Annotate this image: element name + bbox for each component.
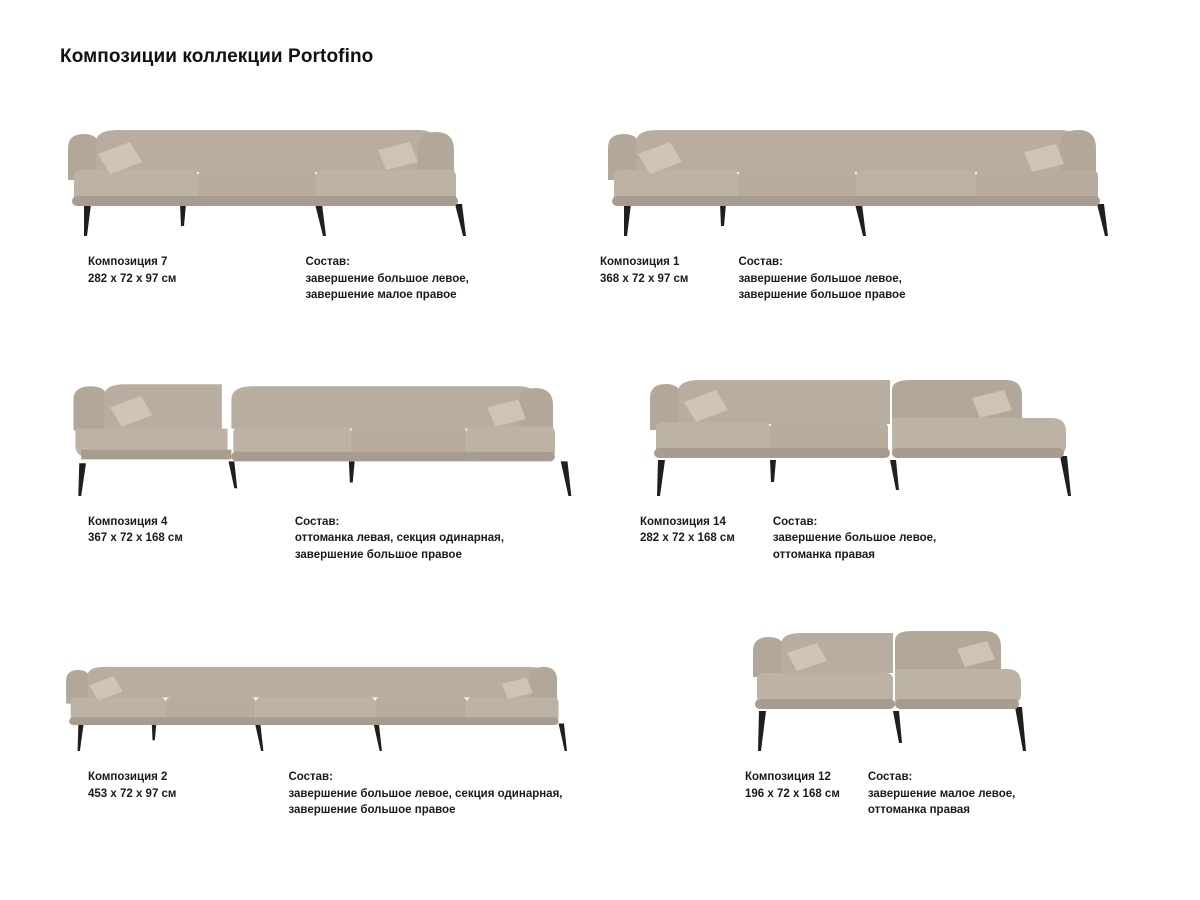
sofa-illustration-1 [600, 96, 1160, 236]
parts-line-1: завершение большое левое, [772, 532, 937, 544]
composition-dimensions: 453 x 72 x 97 см [88, 787, 177, 800]
parts-label: Состав: [294, 515, 340, 528]
composition-parts-block-2 [288, 769, 562, 819]
sofa-illustration-12 [745, 611, 1065, 751]
parts-label: Состав: [772, 515, 818, 528]
composition-dimensions: 282 x 72 x 97 см [88, 272, 177, 285]
parts-line-2: завершение большое правое [738, 289, 906, 301]
sofa-illustration-4 [60, 356, 580, 496]
composition-card-2[interactable] [0, 611, 600, 819]
composition-name: Композиция 12 [745, 771, 831, 783]
composition-caption-4 [88, 514, 580, 564]
composition-name: Композиция 1 [600, 256, 680, 268]
composition-caption-7 [88, 254, 580, 304]
composition-card-12[interactable] [600, 611, 1200, 819]
composition-card-1[interactable] [600, 96, 1200, 304]
composition-name-block-12 [745, 769, 840, 819]
composition-caption-2 [88, 769, 580, 819]
composition-card-7[interactable] [0, 96, 600, 304]
composition-name-block-1 [600, 254, 688, 304]
composition-card-14[interactable] [600, 356, 1200, 564]
parts-label: Состав: [305, 256, 350, 268]
composition-card-4[interactable] [0, 356, 600, 564]
composition-name: Композиция 7 [88, 256, 168, 268]
parts-label: Состав: [867, 771, 913, 783]
composition-dimensions: 368 x 72 x 97 см [600, 272, 689, 285]
composition-name-block-2 [88, 769, 176, 819]
composition-dimensions: 196 x 72 x 168 см [745, 787, 840, 800]
composition-dimensions: 282 x 72 x 168 см [640, 532, 735, 544]
composition-row-2 [0, 356, 1200, 564]
parts-label: Состав: [288, 771, 333, 783]
composition-caption-14 [640, 514, 1160, 564]
composition-name: Композиция 14 [640, 515, 726, 528]
parts-line-2: завершение большое правое [288, 804, 456, 816]
composition-parts-block-14 [773, 514, 936, 564]
sofa-illustration-7 [60, 96, 580, 236]
composition-row-3 [0, 611, 1200, 819]
parts-line-1: завершение большое левое, секция одинарная, [288, 787, 563, 800]
composition-row-1 [0, 96, 1200, 304]
composition-parts-block-12 [868, 769, 1016, 819]
parts-line-1: завершение большое левое, [305, 272, 469, 285]
compositions-grid [0, 96, 1200, 819]
parts-line-1: завершение большое левое, [738, 272, 902, 285]
parts-line-1: оттоманка левая, секция одинарная, [294, 532, 505, 544]
composition-parts-block-1 [738, 254, 905, 304]
composition-name: Композиция 4 [88, 515, 168, 528]
sofa-illustration-2 [60, 611, 580, 751]
composition-name-block-4 [88, 514, 183, 564]
parts-line-2: оттоманка правая [867, 804, 971, 816]
composition-parts-block-4 [295, 514, 504, 564]
parts-line-2: завершение малое правое [305, 289, 457, 301]
composition-name-block-7 [88, 254, 176, 304]
composition-name-block-14 [640, 514, 735, 564]
parts-line-2: оттоманка правая [772, 548, 876, 561]
sofa-illustration-14 [640, 356, 1160, 496]
composition-caption-1 [600, 254, 1160, 304]
composition-dimensions: 367 x 72 x 168 см [88, 532, 183, 544]
composition-name: Композиция 2 [88, 771, 168, 783]
page-title: Композиции коллекции Portofino [60, 46, 374, 67]
parts-line-2: завершение большое правое [294, 548, 462, 561]
parts-line-1: завершение малое левое, [867, 787, 1016, 800]
parts-label: Состав: [738, 256, 783, 268]
composition-caption-12 [745, 769, 1160, 819]
composition-parts-block-7 [305, 254, 468, 304]
